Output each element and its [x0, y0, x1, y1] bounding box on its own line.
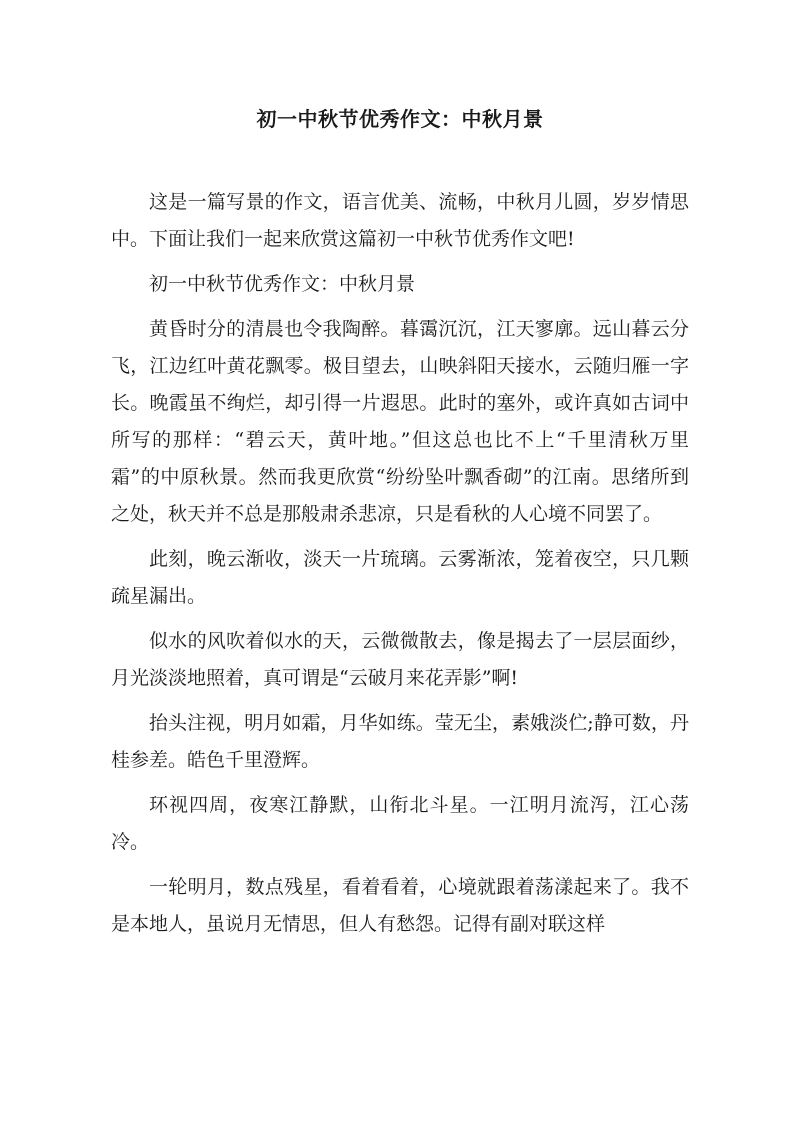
paragraph-moon: 抬头注视，明月如霜，月华如练。莹无尘，素娥淡伫;静可数，丹桂参差。皓色千里澄辉。 — [111, 712, 689, 771]
paragraph-surroundings: 环视四周，夜寒江静默，山衔北斗星。一江明月流泻，江心荡冷。 — [111, 794, 689, 853]
paragraph-intro: 这是一篇写景的作文，语言优美、流畅，中秋月儿圆，岁岁情思中。下面让我们一起来欣赏这篇初一中秋节优秀作文吧! — [111, 191, 689, 250]
paragraph-wind: 似水的风吹着似水的天，云微微散去，像是揭去了一层层面纱，月光淡淡地照着，真可谓是“云破月来花弄影”啊! — [111, 630, 689, 689]
paragraph-feelings: 一轮明月，数点残星，看着看着，心境就跟着荡漾起来了。我不是本地人，虽说月无情思，但人有愁怨。记得有副对联这样 — [111, 876, 689, 935]
paragraph-dusk: 黄昏时分的清晨也令我陶醉。暮霭沉沉，江天寥廓。远山暮云分飞，江边红叶黄花飘零。极目望去，山映斜阳天接水，云随归雁一字长。晚霞虽不绚烂，却引得一片遐思。此时的塞外，或许真如古词中所写的那样：“碧云天，黄叶地。”但这总也比不上“千里清秋万里霜”的中原秋景。然而我更欣赏“纷纷坠叶飘香砌”的江南。思绪所到之处，秋天并不总是那般肃杀悲凉，只是看秋的人心境不同罢了。 — [111, 318, 689, 525]
paragraph-clouds: 此刻，晚云渐收，淡天一片琉璃。云雾渐浓，笼着夜空，只几颗疏星漏出。 — [111, 548, 689, 607]
document-body — [111, 184, 689, 951]
document-title: 初一中秋节优秀作文：中秋月景 — [256, 107, 544, 131]
paragraph-subtitle: 初一中秋节优秀作文：中秋月景 — [149, 273, 416, 295]
